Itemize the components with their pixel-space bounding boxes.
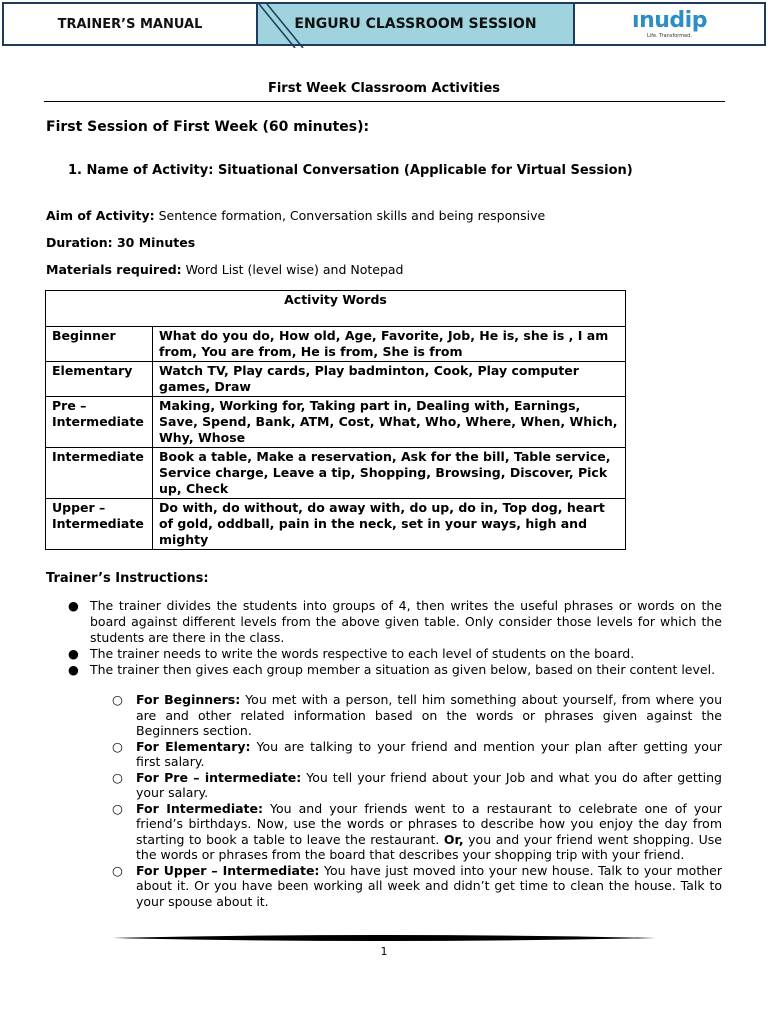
footer-divider — [112, 932, 656, 944]
aim-line — [46, 208, 545, 223]
materials-label: Materials required: — [46, 262, 182, 277]
words-cell: Book a table, Make a reservation, Ask for the bill, Table service, Service charge, Leave a tip, Shopping, Browsing, Discover, Pick up, Check — [153, 448, 626, 499]
table-row — [46, 499, 626, 550]
situation-label: For Elementary: — [136, 738, 251, 754]
header-divider-icon — [255, 4, 305, 48]
situation-text: You are talking to your friend and mention your plan after getting your first salary. — [136, 738, 723, 769]
level-cell: Beginner — [46, 327, 153, 362]
session-heading: First Session of First Week (60 minutes): — [46, 119, 370, 135]
words-cell: Do with, do without, do away with, do up, do in, Top dog, heart of gold, oddball, pain in the neck, set in your ways, high and mighty — [153, 499, 626, 550]
header-session-title: ENGURU CLASSROOM SESSION — [257, 4, 575, 44]
situations-list — [108, 692, 722, 909]
situation-text: You met with a person, tell him something about yourself, from where you are and other related information based on the words or phrases given against the Beginners section. — [136, 692, 722, 738]
list-item-text: The trainer needs to write the words respective to each level of students on the board. — [90, 646, 635, 661]
logo-wordmark: ınudip — [632, 7, 707, 33]
header-manual-title: TRAINER’S MANUAL — [4, 4, 257, 44]
page-header — [2, 2, 766, 46]
table-header-row — [46, 291, 626, 327]
list-item — [108, 863, 722, 910]
list-item-text: The trainer divides the students into groups of 4, then writes the useful phrases or words on the board against different levels from the above given table. Only consider those levels for which the students are there in the class. — [90, 598, 722, 645]
materials-value: Word List (level wise) and Notepad — [181, 262, 404, 277]
list-item — [64, 598, 722, 646]
list-item — [108, 692, 722, 739]
situation-text: You have just moved into your new house. Talk to your mother about it. Or you have been working all week and didn’t get time to clean the house. Talk to your spouse about it. — [136, 862, 722, 909]
page-number: 1 — [380, 945, 388, 958]
title-divider — [44, 101, 725, 102]
table-row — [46, 397, 626, 448]
table-row — [46, 327, 626, 362]
bullet-icon: ● — [68, 646, 79, 661]
situation-text-continued: you and your friend went shopping. Use the words or phrases from the board that describes your shopping trip with your friend. — [136, 831, 722, 862]
situation-text: You and your friends went to a restaurant to celebrate one of your friend’s birthdays. Now, use the words or phrases to describe how you enjoy the day from starting to book a table to leave the restaurant. — [136, 800, 722, 847]
level-cell: Upper – Intermediate — [46, 499, 153, 550]
circle-bullet-icon: ○ — [112, 800, 123, 816]
list-item — [108, 770, 722, 801]
situation-label: For Pre – intermediate: — [136, 769, 302, 785]
list-item — [108, 739, 722, 770]
words-cell: Making, Working for, Taking part in, Dealing with, Earnings, Save, Spend, Bank, ATM, Cost, What, Who, Where, When, Which, Why, Whose — [153, 397, 626, 448]
situation-label: For Upper – Intermediate: — [136, 862, 320, 878]
bullet-icon: ● — [68, 598, 79, 613]
situation-label: For Beginners: — [136, 692, 241, 707]
instructions-list — [64, 598, 722, 678]
list-item-text: The trainer then gives each group member a situation as given below, based on their content level. — [90, 662, 716, 677]
document-title: First Week Classroom Activities — [267, 81, 501, 96]
level-cell: Elementary — [46, 362, 153, 397]
level-cell: Intermediate — [46, 448, 153, 499]
circle-bullet-icon: ○ — [112, 738, 123, 754]
bullet-icon: ● — [68, 662, 79, 677]
activity-name: 1. Name of Activity: Situational Conversation (Applicable for Virtual Session) — [68, 163, 633, 178]
aim-value: Sentence formation, Conversation skills and being responsive — [154, 208, 546, 223]
situation-or-label: Or, — [443, 831, 464, 847]
activity-words-table — [45, 290, 626, 550]
list-item — [64, 662, 722, 678]
circle-bullet-icon: ○ — [112, 692, 123, 707]
circle-bullet-icon: ○ — [112, 862, 123, 878]
table-header: Activity Words — [46, 291, 626, 327]
situation-label: For Intermediate: — [136, 800, 263, 816]
list-item — [108, 801, 722, 863]
table-row — [46, 362, 626, 397]
words-cell: Watch TV, Play cards, Play badminton, Cook, Play computer games, Draw — [153, 362, 626, 397]
situation-text: You tell your friend about your Job and what you do after getting your salary. — [136, 769, 722, 800]
instructions-heading: Trainer’s Instructions: — [46, 571, 209, 586]
level-cell: Pre – Intermediate — [46, 397, 153, 448]
list-item — [64, 646, 722, 662]
logo-tagline: Life. Transformed. — [647, 32, 692, 39]
materials-line — [46, 262, 404, 277]
words-cell: What do you do, How old, Age, Favorite, Job, He is, she is , I am from, You are from, He is from, She is from — [153, 327, 626, 362]
circle-bullet-icon: ○ — [112, 769, 123, 785]
table-row — [46, 448, 626, 499]
aim-label: Aim of Activity: — [46, 208, 155, 223]
nudip-logo — [575, 4, 764, 44]
duration-label: Duration: 30 Minutes — [46, 235, 196, 250]
duration-line — [46, 235, 195, 250]
